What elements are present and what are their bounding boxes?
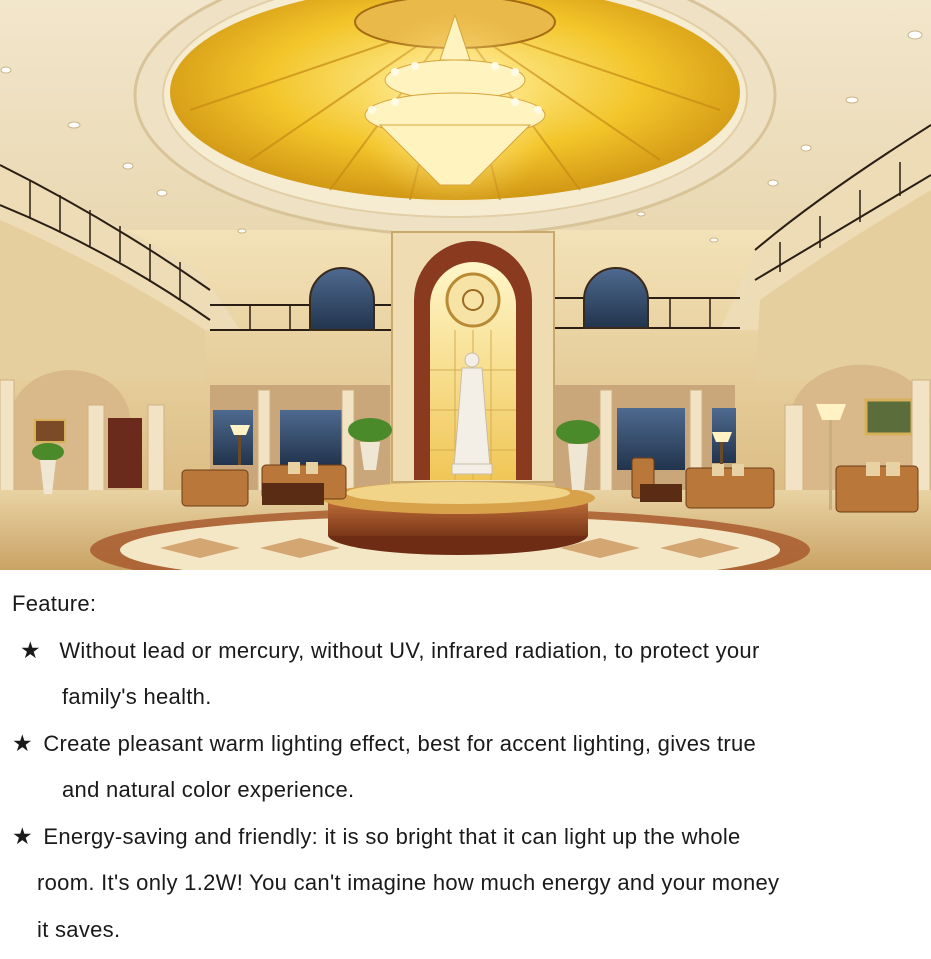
- feature-item-2-line-1: [12, 729, 756, 758]
- feature-item-3-line-2: room. It's only 1.2W! You can't imagine how much energy and your money: [37, 870, 780, 895]
- feature-text: Energy-saving and friendly: it is so bright that it can light up the whole: [43, 824, 741, 849]
- feature-text: Without lead or mercury, without UV, infrared radiation, to protect your: [59, 638, 760, 663]
- feature-item-3-line-1: [12, 822, 741, 851]
- features-heading: Feature:: [12, 591, 97, 616]
- feature-item-2-line-2: and natural color experience.: [62, 777, 355, 802]
- star-icon: ★: [12, 730, 33, 756]
- feature-item-1-line-2: family's health.: [62, 684, 212, 709]
- star-icon: ★: [12, 823, 33, 849]
- feature-item-1-line-1: [20, 636, 760, 665]
- feature-text: Create pleasant warm lighting effect, best for accent lighting, gives true: [43, 731, 757, 756]
- feature-item-3-line-3: it saves.: [37, 917, 121, 942]
- star-icon: ★: [20, 637, 41, 663]
